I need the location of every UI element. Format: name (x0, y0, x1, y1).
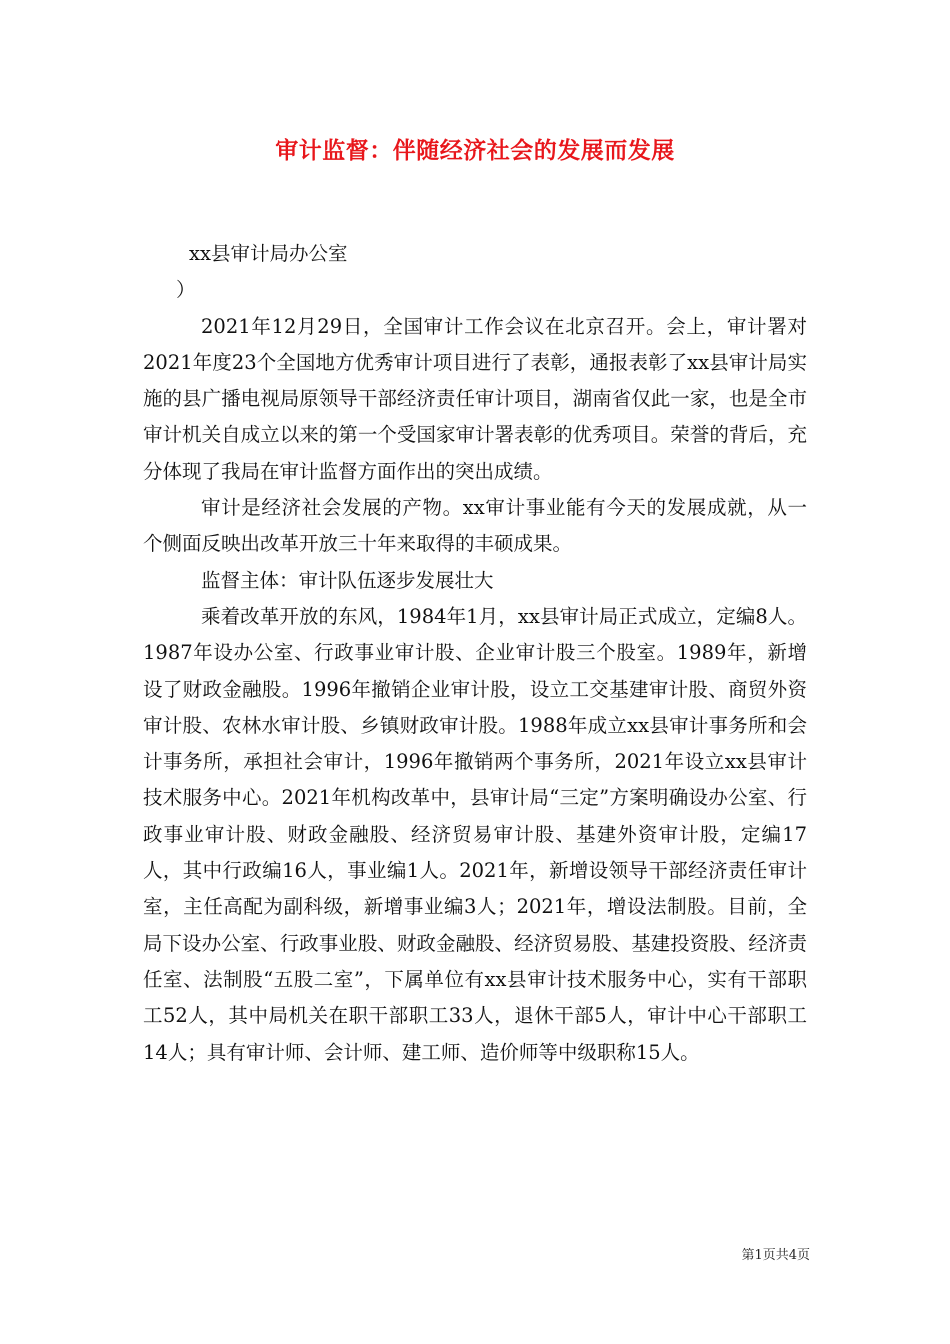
paren-line: ） (176, 278, 196, 302)
paragraph-3: 乘着改革开放的东风，1984年1月，xx县审计局正式成立，定编8人。1987年设办公室、行政事业审计股、企业审计股三个股室。1989年，新增设了财政金融股。1996年撤销企业审计股，设立工交基建审计股、商贸外资审计股、农林水审计股、乡镇财政审计股。1988年成立xx县审计事务所和会计事务所，承担社会审计，1996年撤销两个事务所，2021年设立xx县审计技术服务中心。2021年机构改革中，县审计局“三定”方案明确设办公室、行政事业审计股、财政金融股、经济贸易审计股、基建外资审计股，定编17人，其中行政编16人，事业编1人。2021年，新增设领导干部经济责任审计室，主任高配为副科级，新增事业编3人；2021年，增设法制股。目前，全局下设办公室、行政事业股、财政金融股、经济贸易股、基建投资股、经济责任室、法制股“五股二室”，下属单位有xx县审计技术服务中心，实有干部职工52人，其中局机关在职干部职工33人，退休干部5人，审计中心干部职工14人；具有审计师、会计师、建工师、造价师等中级职称15人。 (143, 604, 807, 1064)
paragraph-2: 审计是经济社会发展的产物。xx审计事业能有今天的发展成就，从一个侧面反映出改革开放三十年来取得的丰硕成果。 (143, 496, 807, 556)
page-number: 第1页共4页 (741, 1248, 810, 1263)
document-body (143, 236, 807, 1071)
paragraph-1: 2021年12月29日，全国审计工作会议在北京召开。会上，审计署对2021年度23个全国地方优秀审计项目进行了表彰，通报表彰了xx县审计局实施的县广播电视局原领导干部经济责任审计项目，湖南省仅此一家，也是全市审计机关自成立以来的第一个受国家审计署表彰的优秀项目。荣誉的背后，充分体现了我局在审计监督方面作出的突出成绩。 (143, 314, 807, 483)
section-heading: 监督主体：审计队伍逐步发展壮大 (201, 568, 494, 592)
author-line: xx县审计局办公室 (189, 242, 348, 265)
document-title: 审计监督：伴随经济社会的发展而发展 (275, 137, 675, 164)
